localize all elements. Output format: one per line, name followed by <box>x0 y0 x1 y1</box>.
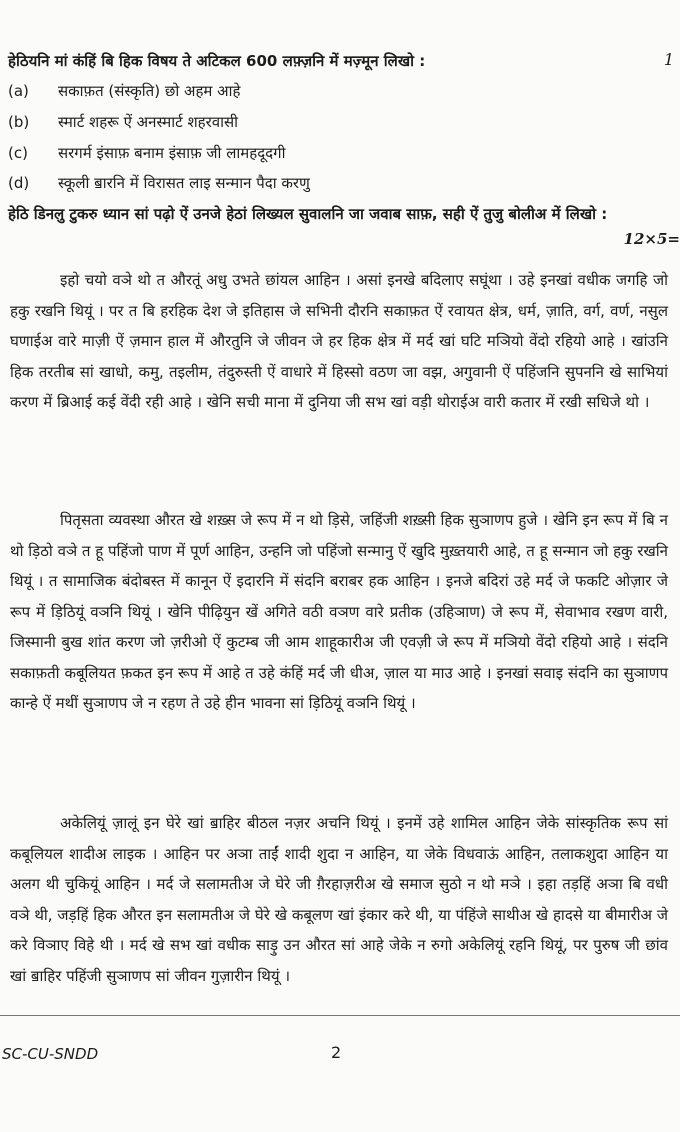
essay-option-d <box>8 172 310 194</box>
option-label: (a) <box>8 82 29 100</box>
option-label: (d) <box>8 174 30 192</box>
option-text: स्मार्ट शहरू ऐं अनस्मार्ट शहरवासी <box>58 113 239 131</box>
option-text: स्कूली ॿारनि में विरासत लाइ सन्मान पैदा करणु <box>58 174 310 192</box>
paper-code: SC-CU-SNDD <box>2 1045 99 1063</box>
essay-option-c <box>8 142 285 164</box>
essay-option-a <box>8 80 240 102</box>
passage-paragraph-3: अकेलियूं ज़ालूं इन घेरे खां ॿाहिर बीठल नज़र अचनि थियूं । इनमें उहे शामिल आहिन जेके सांस्कृतिक रूप सां कबूलियल शादीअ लाइक । आहिन पर अञा ताईं शादी शुदा न आहिन, या जेके विधवाऊं आहिन, तलाकशुदा आहिन या अलग थी चुकियूं आहिन । मर्द जे सलामतीअ जे घेरे जी ग़ैरहाज़रीअ खे समाज सुठो न थो मञे । इहा तड़हिं अञा बि वधी वञे थी, जड़हिं हिक औरत इन सलामतीअ जे घेरे खे कबूलण खां इंकार करे थी, या पंहिंजे साथीअ खे हादसे या बीमारीअ जे करे विञाए विहे थी । मर्द खे सभ खां वधीक साड़ु उन औरत सां आहे जेके न रुगो अकेलियूं रहनि थियूं, पर पुरुष जी छांव खां ॿाहिर पहिंजी सुञाणप सां जीवन गुज़ारीन थियूं । <box>10 814 668 985</box>
option-text: सरगर्म इंसाफ़ बनाम इंसाफ़ जी लामहदूदगी <box>58 144 286 162</box>
page-number: 2 <box>331 1043 342 1062</box>
question-1-heading: हेठियनि मां कंहिं बि हिक विषय ते अटिकल 600 लफ़्ज़नि में मज़्मून लिखो : <box>8 52 426 70</box>
marks-label: 12×5= <box>623 230 680 248</box>
option-label: (c) <box>8 144 28 162</box>
passage-paragraph-1: इहो चयो वञे थो त औरतूं अधु उभते छांयल आहिन । असां इनखे बदिलाए सघूंथा । उहे इनखां वधीक जगहि जो हकु रखनि थियूं । पर त बि हरहिक देश जे इतिहास जे सभिनी दौरनि सकाफ़त ऐं रवायत क्षेत्र, धर्म, ज़ाति, वर्ग, वर्ण, नसुल घणाईअ वारे माज़ी ऐं ज़मान हाल में औरतुनि जे जीवन जे हर हिक क्षेत्र में मर्द खां घटि मञियो वेंदो रहियो आहे । खांउनि हिक तरतीब सां खाधो, कमु, तइलीम, तंदुरुस्ती ऐं वाधारे में हिस्सो वठण जा वझ, अगुवानी ऐं पहिंजनि सुपननि खे साभियां करण में ब्रिआई कई वेंदी रही आहे । खेनि सची माना में दुनिया जी सभ खां वड़ी थोराईअ वारी कतार में रखी सधिजे थो । <box>10 271 668 411</box>
option-text: सकाफ़त (संस्कृति) छो अहम आहे <box>58 82 241 100</box>
essay-option-b <box>8 111 238 133</box>
passage-paragraph-2: पितृसता व्यवस्था औरत खे शख़्स जे रूप में न थो ड़िसे, जहिंजी शख़्सी हिक सुञाणप हुजे । खेनि इन रूप में बि न थो ड़िठो वञे त हू पहिंजो पाण में पूर्ण आहिन, उन्हनि जो पहिंजो सन्मानु ऐं खुदि मुख़्तयारी आहे, त हू सन्मान जो हकु रखनि थियूं । त सामाजिक बंदोबस्त में कानून ऐं इदारनि में संदनि बराबर हक आहिन । इनजे बदिरां उहे मर्द जे फकटि ओज़ार जे रूप में ड़िठियूं वञनि थियूं । खेनि पीढ़ियुन खें अगिते वठी वञण वारे प्रतीक (उहिञाण) जे रूप में, सेवाभाव रखण वारी, जिस्मानी बुख शांत करण जो ज़रीओ ऐं कुटम्ब जी आम शाहूकारीअ जी एवज़ी जे रूप में मञियो वेंदो रहियो आहे । संदनि सकाफ़ती कबूलियत फ़कत इन रूप में आहे त उहे कंहिं मर्द जी धीअ, ज़ाल या माउ आहे । इनखां सवाइ संदनि का सुञाणप कान्हे ऐं मथीं सुञाणप जे न रहण ते उहे हीन भावना सां ड़िठियूं वञनि थियूं । <box>10 511 668 712</box>
question-number: 1 <box>663 50 674 69</box>
question-2-heading: हेठि डिनलु टुकरु ध्यान सां पढ़ो ऐं उनजे हेठां लिख्यल सुवालनि जा जवाब साफ़, सही ऐं तुजु बोलीअ में लिखो : <box>8 205 608 223</box>
footer-divider <box>0 1015 680 1016</box>
option-label: (b) <box>8 113 30 131</box>
